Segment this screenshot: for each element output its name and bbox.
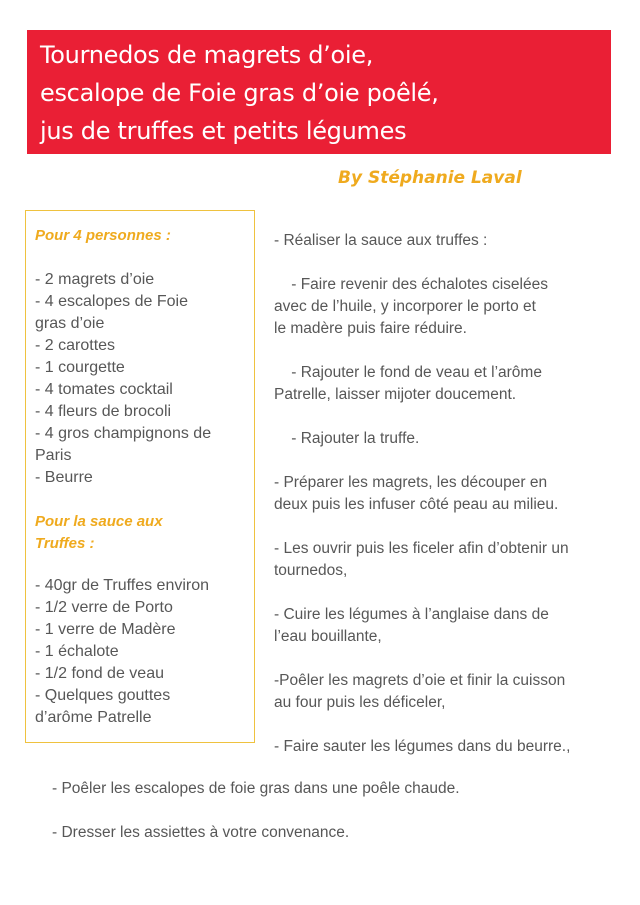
- step-line: - Rajouter le fond de veau et l’arôme: [274, 364, 542, 381]
- step-magrets: [274, 472, 634, 516]
- ingredient-item: gras d’oie: [35, 315, 105, 332]
- step-line: tournedos,: [274, 562, 348, 579]
- title-line: jus de truffes et petits légumes: [40, 117, 407, 145]
- step-line: - Rajouter la truffe.: [274, 430, 420, 447]
- step-truffle: [274, 428, 634, 450]
- step-veal-stock: [274, 362, 634, 406]
- servings-heading: Pour 4 personnes :: [35, 227, 171, 244]
- step-saute: [274, 736, 634, 758]
- author-byline: By Stéphanie Laval: [338, 168, 522, 188]
- step-line: - Faire sauter les légumes dans du beurre.,: [274, 738, 571, 755]
- step-shallots: [274, 274, 634, 340]
- sauce-ingredient-item: - 40gr de Truffes environ: [35, 577, 210, 594]
- step-tie: [274, 538, 634, 582]
- ingredient-item: - 4 gros champignons de: [35, 425, 212, 442]
- sauce-ingredient-item: - 1 échalote: [35, 643, 119, 660]
- step-line: - Réaliser la sauce aux truffes :: [274, 232, 488, 249]
- ingredient-list: [35, 269, 254, 489]
- ingredients-box: [25, 210, 255, 743]
- ingredient-item: - 4 tomates cocktail: [35, 381, 173, 398]
- step-foie-gras: - Poêler les escalopes de foie gras dans une poêle chaude.: [52, 780, 460, 797]
- step-line: le madère puis faire réduire.: [274, 320, 467, 337]
- preparation-steps: [274, 230, 634, 758]
- step-sauce: [274, 230, 634, 252]
- sauce-ingredient-item: - 1 verre de Madère: [35, 621, 176, 638]
- sauce-heading: [35, 511, 254, 555]
- step-cook-magrets: [274, 670, 634, 714]
- step-line: avec de l’huile, y incorporer le porto et: [274, 298, 536, 315]
- ingredient-item: - 4 escalopes de Foie: [35, 293, 188, 310]
- step-line: - Les ouvrir puis les ficeler afin d’obtenir un: [274, 540, 569, 557]
- sauce-ingredient-item: d’arôme Patrelle: [35, 709, 152, 726]
- title-line: escalope de Foie gras d’oie poêlé,: [40, 79, 439, 107]
- sauce-heading-line: Truffes :: [35, 535, 95, 552]
- ingredient-item: - 2 carottes: [35, 337, 116, 354]
- sauce-heading-line: Pour la sauce aux: [35, 513, 163, 530]
- step-line: deux puis les infuser côté peau au milieu.: [274, 496, 559, 513]
- ingredient-item: - 4 fleurs de brocoli: [35, 403, 172, 420]
- sauce-ingredient-item: - Quelques gouttes: [35, 687, 171, 704]
- ingredient-item: - 2 magrets d’oie: [35, 271, 155, 288]
- ingredient-item: Paris: [35, 447, 72, 464]
- step-line: l’eau bouillante,: [274, 628, 382, 645]
- ingredient-item: - Beurre: [35, 469, 93, 486]
- step-line: Patrelle, laisser mijoter doucement.: [274, 386, 517, 403]
- ingredient-item: - 1 courgette: [35, 359, 125, 376]
- step-vegetables: [274, 604, 634, 648]
- step-line: - Faire revenir des échalotes ciselées: [274, 276, 548, 293]
- step-plating: - Dresser les assiettes à votre convenance.: [52, 824, 350, 841]
- title-banner: [27, 30, 611, 154]
- title-line: Tournedos de magrets d’oie,: [40, 41, 374, 69]
- sauce-ingredient-item: - 1/2 fond de veau: [35, 665, 164, 682]
- step-line: - Préparer les magrets, les découper en: [274, 474, 548, 491]
- step-line: au four puis les déficeler,: [274, 694, 446, 711]
- sauce-ingredient-item: - 1/2 verre de Porto: [35, 599, 173, 616]
- final-steps: [52, 778, 632, 844]
- step-line: -Poêler les magrets d’oie et finir la cuisson: [274, 672, 566, 689]
- sauce-ingredient-list: [35, 575, 254, 729]
- step-line: - Cuire les légumes à l’anglaise dans de: [274, 606, 549, 623]
